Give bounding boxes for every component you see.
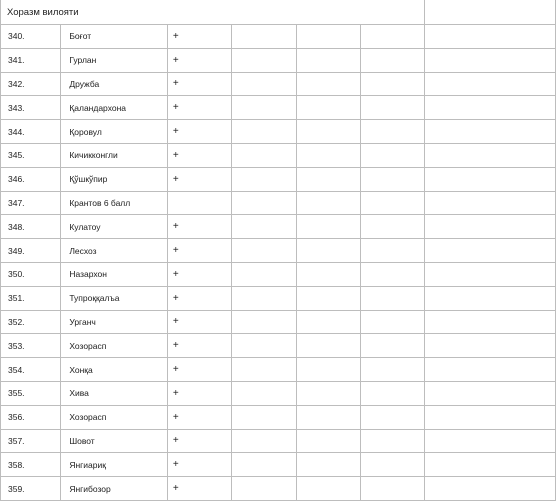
- empty-cell: [296, 381, 360, 405]
- empty-cell: [425, 286, 556, 310]
- region-title: Хоразм вилояти: [1, 0, 425, 25]
- table-row: [1, 48, 556, 72]
- empty-cell: [425, 48, 556, 72]
- row-number: 342.: [1, 72, 61, 96]
- table-row: [1, 239, 556, 263]
- settlement-name: Тупроққалъа: [61, 286, 168, 310]
- empty-cell: [425, 381, 556, 405]
- row-number: 344.: [1, 120, 61, 144]
- settlement-name: Хива: [61, 381, 168, 405]
- plus-mark: +: [167, 453, 231, 477]
- plus-mark: +: [167, 120, 231, 144]
- empty-cell: [296, 405, 360, 429]
- empty-cell: [232, 310, 296, 334]
- plus-mark: +: [167, 167, 231, 191]
- settlement-name: Хозорасп: [61, 405, 168, 429]
- empty-cell: [232, 286, 296, 310]
- settlement-name: Хозорасп: [61, 334, 168, 358]
- table-row: [1, 453, 556, 477]
- row-number: 359.: [1, 477, 61, 501]
- empty-cell: [232, 334, 296, 358]
- empty-cell: [360, 286, 424, 310]
- empty-cell: [232, 25, 296, 49]
- empty-cell: [360, 453, 424, 477]
- empty-cell: [296, 358, 360, 382]
- table-row: [1, 25, 556, 49]
- empty-cell: [425, 334, 556, 358]
- row-number: 353.: [1, 334, 61, 358]
- row-number: 350.: [1, 262, 61, 286]
- settlement-name: Боғот: [61, 25, 168, 49]
- plus-mark: +: [167, 239, 231, 263]
- empty-cell: [360, 405, 424, 429]
- empty-cell: [360, 381, 424, 405]
- row-number: 346.: [1, 167, 61, 191]
- settlement-name: Кичикконгли: [61, 143, 168, 167]
- empty-cell: [425, 405, 556, 429]
- empty-cell: [360, 262, 424, 286]
- empty-cell: [360, 167, 424, 191]
- table-row: [1, 262, 556, 286]
- table-row: [1, 215, 556, 239]
- plus-mark: +: [167, 429, 231, 453]
- settlement-name: Назархон: [61, 262, 168, 286]
- empty-cell: [425, 453, 556, 477]
- settlement-name: Дружба: [61, 72, 168, 96]
- settlement-name: Гурлан: [61, 48, 168, 72]
- table-row: [1, 143, 556, 167]
- settlement-name: Крантов 6 балл: [61, 191, 168, 215]
- settlement-name: Қоровул: [61, 120, 168, 144]
- table-row: [1, 96, 556, 120]
- plus-mark: +: [167, 477, 231, 501]
- settlement-name: Лесхоз: [61, 239, 168, 263]
- empty-cell: [296, 453, 360, 477]
- row-number: 358.: [1, 453, 61, 477]
- plus-mark: +: [167, 405, 231, 429]
- table-row: [1, 167, 556, 191]
- empty-cell: [296, 310, 360, 334]
- empty-cell: [232, 48, 296, 72]
- empty-cell: [360, 477, 424, 501]
- empty-cell: [232, 405, 296, 429]
- empty-cell: [360, 310, 424, 334]
- empty-cell: [296, 48, 360, 72]
- settlement-name: Хонқа: [61, 358, 168, 382]
- empty-cell: [232, 429, 296, 453]
- empty-cell: [360, 239, 424, 263]
- plus-mark: +: [167, 358, 231, 382]
- empty-cell: [296, 167, 360, 191]
- empty-cell: [296, 286, 360, 310]
- table-row: [1, 358, 556, 382]
- plus-mark: +: [167, 262, 231, 286]
- plus-mark: +: [167, 143, 231, 167]
- table-row: [1, 477, 556, 501]
- empty-cell: [296, 143, 360, 167]
- settlement-name: Янгиариқ: [61, 453, 168, 477]
- table-row: [1, 120, 556, 144]
- empty-cell: [425, 215, 556, 239]
- empty-cell: [425, 143, 556, 167]
- empty-cell: [360, 334, 424, 358]
- empty-cell: [232, 262, 296, 286]
- table-row: [1, 191, 556, 215]
- settlement-name: Янгибозор: [61, 477, 168, 501]
- plus-mark: +: [167, 25, 231, 49]
- empty-cell: [296, 25, 360, 49]
- row-number: 349.: [1, 239, 61, 263]
- row-number: 345.: [1, 143, 61, 167]
- empty-cell: [296, 72, 360, 96]
- empty-cell: [425, 429, 556, 453]
- empty-cell: [425, 477, 556, 501]
- empty-cell: [232, 191, 296, 215]
- settlement-name: Шовот: [61, 429, 168, 453]
- row-number: 357.: [1, 429, 61, 453]
- empty-cell: [296, 215, 360, 239]
- settlement-name: Кулатоу: [61, 215, 168, 239]
- empty-cell: [296, 191, 360, 215]
- empty-cell: [360, 48, 424, 72]
- table-row: [1, 429, 556, 453]
- empty-cell: [232, 358, 296, 382]
- empty-cell: [232, 239, 296, 263]
- plus-mark: +: [167, 381, 231, 405]
- empty-cell: [425, 25, 556, 49]
- empty-cell: [425, 358, 556, 382]
- table-row: [1, 334, 556, 358]
- empty-cell: [232, 143, 296, 167]
- empty-cell: [296, 334, 360, 358]
- empty-cell: [425, 167, 556, 191]
- empty-cell: [232, 453, 296, 477]
- empty-cell: [360, 25, 424, 49]
- plus-mark: +: [167, 334, 231, 358]
- settlement-name: Қаландархона: [61, 96, 168, 120]
- settlement-name: Қўшкўпир: [61, 167, 168, 191]
- plus-mark: +: [167, 310, 231, 334]
- table-row: [1, 381, 556, 405]
- row-number: 347.: [1, 191, 61, 215]
- empty-cell: [425, 262, 556, 286]
- empty-cell: [296, 96, 360, 120]
- row-number: 355.: [1, 381, 61, 405]
- empty-cell: [232, 72, 296, 96]
- plus-mark: [167, 191, 231, 215]
- empty-cell: [360, 215, 424, 239]
- row-number: 348.: [1, 215, 61, 239]
- table-row: [1, 310, 556, 334]
- row-number: 341.: [1, 48, 61, 72]
- table-row: [1, 72, 556, 96]
- table-row: [1, 405, 556, 429]
- row-number: 356.: [1, 405, 61, 429]
- empty-cell: [232, 381, 296, 405]
- row-number: 340.: [1, 25, 61, 49]
- empty-cell: [360, 96, 424, 120]
- empty-cell: [360, 72, 424, 96]
- empty-cell: [360, 429, 424, 453]
- empty-cell: [232, 477, 296, 501]
- empty-cell: [425, 72, 556, 96]
- empty-cell: [296, 239, 360, 263]
- empty-cell: [425, 239, 556, 263]
- region-header-row: [1, 0, 556, 25]
- plus-mark: +: [167, 96, 231, 120]
- empty-cell: [360, 191, 424, 215]
- empty-cell: [425, 120, 556, 144]
- settlement-name: Урганч: [61, 310, 168, 334]
- empty-cell: [425, 310, 556, 334]
- empty-cell: [232, 167, 296, 191]
- row-number: 351.: [1, 286, 61, 310]
- plus-mark: +: [167, 286, 231, 310]
- empty-cell: [360, 120, 424, 144]
- empty-cell: [360, 143, 424, 167]
- empty-cell: [296, 477, 360, 501]
- row-number: 352.: [1, 310, 61, 334]
- plus-mark: +: [167, 48, 231, 72]
- empty-cell: [425, 191, 556, 215]
- row-number: 343.: [1, 96, 61, 120]
- empty-cell: [296, 262, 360, 286]
- empty-cell: [232, 96, 296, 120]
- empty-cell: [232, 120, 296, 144]
- empty-cell: [296, 429, 360, 453]
- plus-mark: +: [167, 72, 231, 96]
- row-number: 354.: [1, 358, 61, 382]
- plus-mark: +: [167, 215, 231, 239]
- empty-cell: [360, 358, 424, 382]
- empty-cell: [232, 215, 296, 239]
- table-row: [1, 286, 556, 310]
- empty-cell: [425, 96, 556, 120]
- empty-cell: [296, 120, 360, 144]
